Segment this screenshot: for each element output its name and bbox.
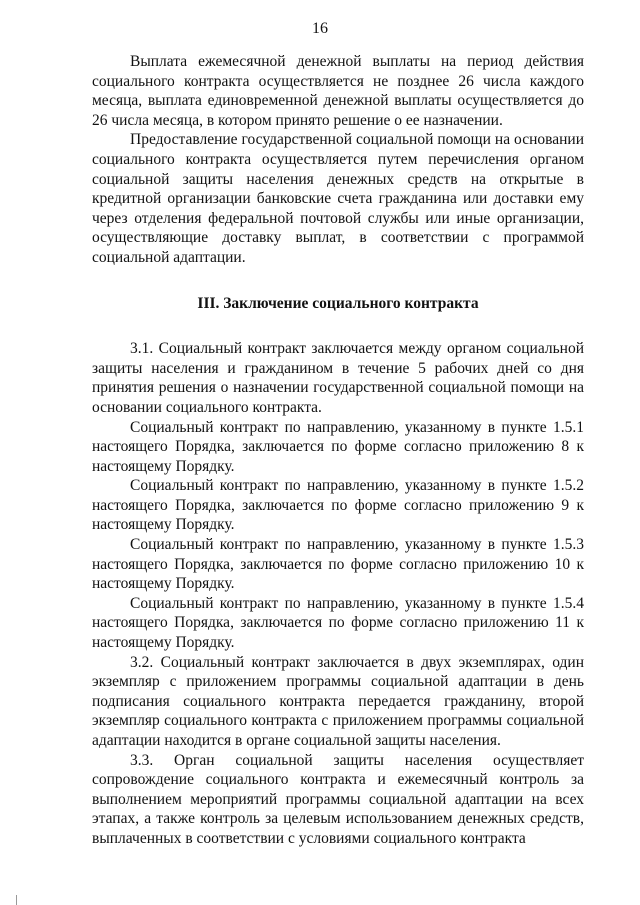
page-edge-mark <box>0 895 17 905</box>
paragraph: Социальный контракт по направлению, указанному в пункте 1.5.2 настоящего Порядка, заключается по форме согласно приложению 9 к настоящему Порядку. <box>92 477 584 534</box>
document-body <box>92 52 584 849</box>
paragraph: Социальный контракт по направлению, указанному в пункте 1.5.1 настоящего Порядка, заключается по форме согласно приложению 8 к настоящему Порядку. <box>92 418 584 475</box>
paragraph: 3.3. Орган социальной защиты населения осуществляет сопровождение социального контракта и ежемесячный контроль за выполнением мероприятий программы социальной адаптации на всех этапах, а также контроль за целевым использованием денежных средств, выплаченных в соответствии с условиями социального контракта <box>92 751 584 847</box>
paragraph: Предоставление государственной социальной помощи на основании социального контракта осуществляется путем перечисления органом социальной защиты населения денежных средств на открытые в кредитной организации банковские счета гражданина или доставки ему через отделения федеральной почтовой службы или иные организации, осуществляющие доставку выплат, в соответствии с программой социальной адаптации. <box>92 131 584 266</box>
paragraph: 3.1. Социальный контракт заключается между органом социальной защиты населения и гражданином в течение 5 рабочих дней со дня принятия решения о назначении государственной социальной помощи на основании социального контракта. <box>92 340 584 416</box>
paragraph: 3.2. Социальный контракт заключается в двух экземплярах, один экземпляр с приложением программы социальной адаптации в день подписания социального контракта передается гражданину, второй экземпляр социального контракта с приложением программы социальной адаптации находится в органе социальной защиты населения. <box>92 653 584 749</box>
paragraph: Выплата ежемесячной денежной выплаты на период действия социального контракта осуществляется не позднее 26 числа каждого месяца, выплата единовременной денежной выплаты осуществляется до 26 числа месяца, в котором принято решение о ее назначении. <box>92 53 584 129</box>
paragraph: Социальный контракт по направлению, указанному в пункте 1.5.3 настоящего Порядка, заключается по форме согласно приложению 10 к настоящему Порядку. <box>92 536 584 593</box>
paragraph: Социальный контракт по направлению, указанному в пункте 1.5.4 настоящего Порядка, заключается по форме согласно приложению 11 к настоящему Порядку. <box>92 594 584 652</box>
section-heading: III. Заключение социального контракта <box>197 294 479 312</box>
page-number: 16 <box>312 20 328 37</box>
